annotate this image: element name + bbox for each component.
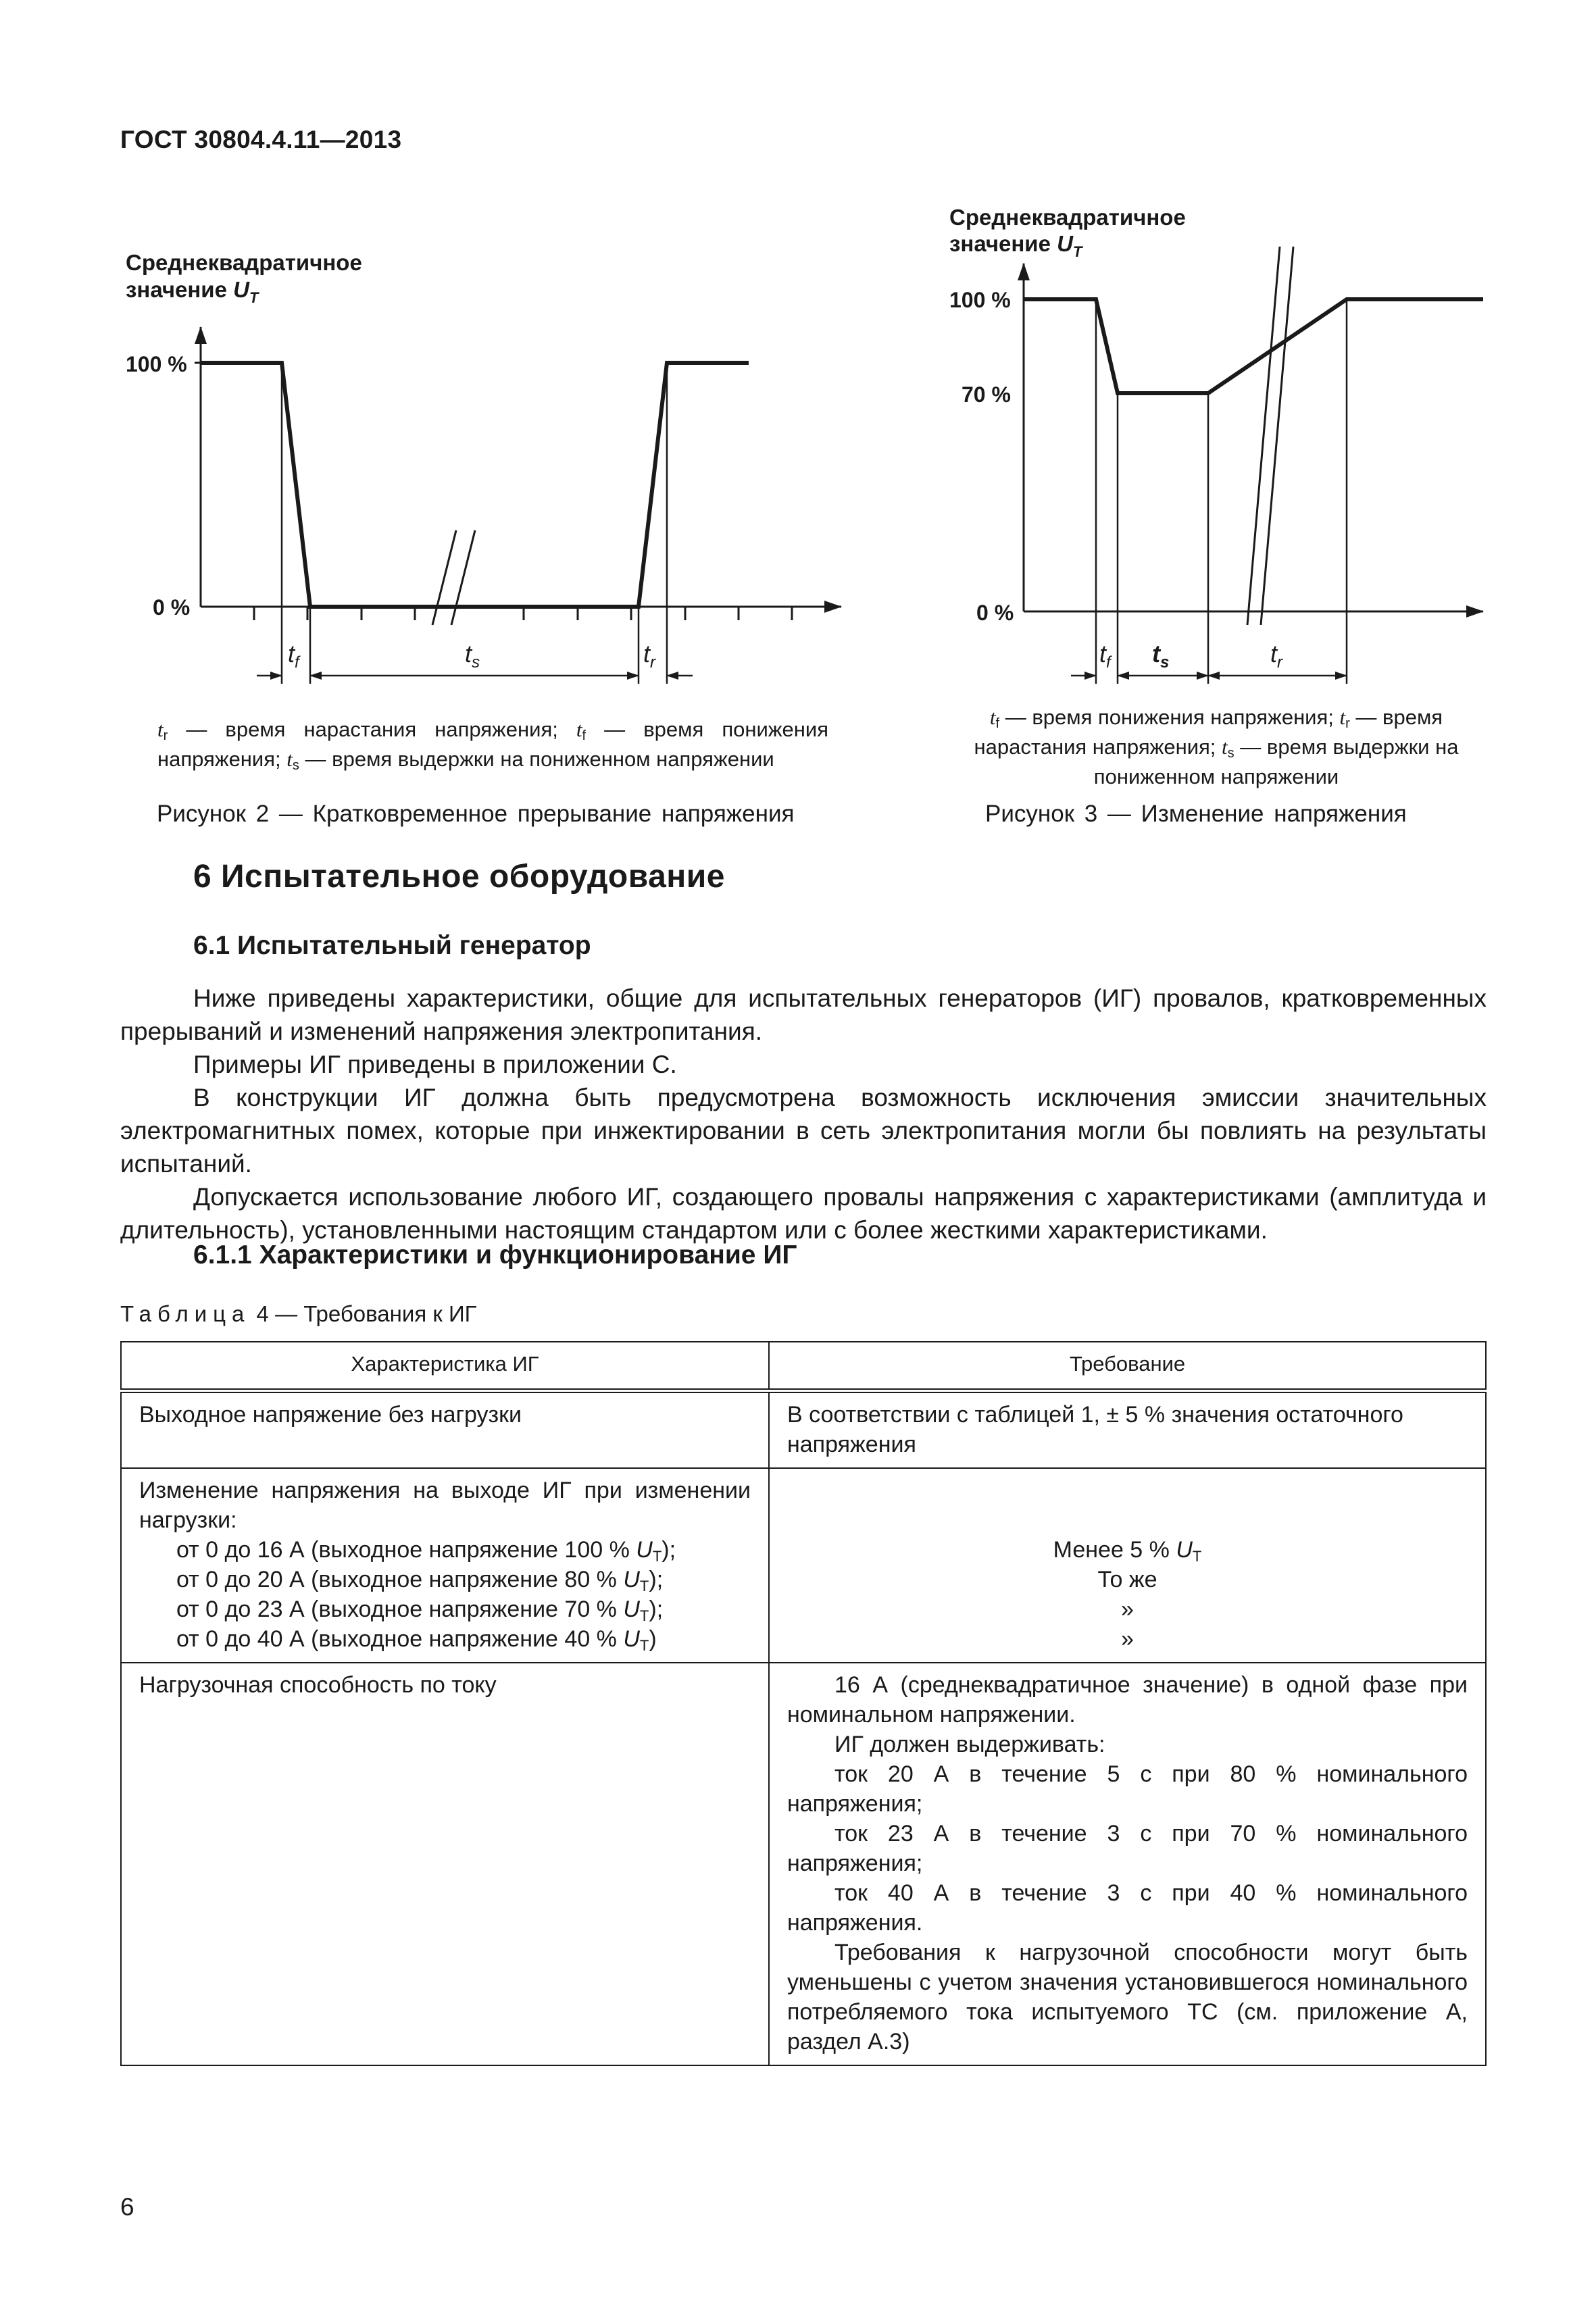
table-row: [121, 1391, 1486, 1469]
fig2-ylabel-line2: значение $U_T$: [126, 277, 259, 306]
fig2-label-ts: $t_s$: [465, 640, 480, 672]
table-4: [120, 1341, 1487, 2066]
fig2-label-tr: $t_r$: [643, 640, 656, 672]
figure-2-diagram: [0, 0, 878, 763]
list-item: от 0 до 16 А (выходное напряжение 100 % $U_T$);: [176, 1537, 676, 1565]
figure-3-diagram: [878, 0, 1596, 763]
table-cell: [769, 1468, 1486, 1663]
section-6-title: 6 Испытательное оборудование: [193, 859, 725, 895]
fig3-tick-100: 100 %: [949, 288, 1011, 312]
section-6-1-title: 6.1 Испытательный генератор: [193, 931, 591, 960]
list-item: от 0 до 23 А (выходное напряжение 70 % $U_T$);: [176, 1596, 664, 1624]
table-cell: Нагрузочная способность по току: [121, 1663, 769, 2065]
paragraph: Допускается использование любого ИГ, создающего провалы напряжения с характеристиками (амплитуда и длительность), установленными настоящим стандартом или с более жесткими характеристиками.: [120, 1183, 1487, 1244]
fig3-legend: $t_f$ — время понижения напряжения; $t_r$ — время нарастания напряжения; $t_s$ — время выдержки на пониженном напряжении: [974, 705, 1459, 788]
table-cell: Выходное напряжение без нагрузки: [121, 1391, 769, 1469]
load-change-list: [139, 1535, 751, 1654]
paragraph: 16 А (среднеквадратичное значение) в одной фазе при номинальном напряжении.: [787, 1672, 1468, 1728]
column-header-characteristic: Характеристика ИГ: [121, 1342, 769, 1391]
list-item: То же: [1097, 1567, 1157, 1592]
table-4-title: Таблица 4 — Требования к ИГ: [120, 1301, 477, 1326]
table-row: [121, 1663, 1486, 2065]
fig2-label-tf: $t_f$: [288, 640, 299, 672]
fig2-tick-100: 100 %: [126, 352, 187, 376]
table-cell: [769, 1663, 1486, 2065]
fig3-label-tr: $t_r$: [1270, 640, 1283, 672]
table-cell: [121, 1468, 769, 1663]
paragraph: ток 40 А в течение 3 с при 40 % номинального напряжения.: [787, 1880, 1468, 1936]
paragraph: В конструкции ИГ должна быть предусмотрена возможность исключения эмиссии значительных электромагнитных помех, которые при инжектировании в сеть электропитания могли бы повлиять на результаты испытаний.: [120, 1084, 1487, 1178]
column-header-requirement: Требование: [769, 1342, 1486, 1391]
document-header: ГОСТ 30804.4.11—2013: [120, 126, 402, 153]
fig3-guide-lines: [1096, 299, 1347, 684]
fig3-label-tf: $t_f$: [1099, 640, 1111, 672]
paragraph: Требования к нагрузочной способности могут быть уменьшены с учетом значения установившегося номинального потребляемого тока испытуемого ТС (см. приложение А, раздел А.3): [787, 1940, 1468, 2055]
paragraph: Ниже приведены характеристики, общие для испытательных генераторов (ИГ) провалов, кратковременных прерываний и изменений напряжения электропитания.: [120, 984, 1487, 1045]
list-item: от 0 до 40 А (выходное напряжение 40 % $U_T$): [176, 1626, 657, 1654]
paragraph: ток 23 А в течение 3 с при 70 % номинального напряжения;: [787, 1821, 1468, 1876]
fig3-ylabel-line2: значение $U_T$: [949, 231, 1082, 260]
table-row: [121, 1468, 1486, 1663]
fig3-tick-0: 0 %: [976, 601, 1014, 625]
fig2-ylabel-line1: Среднеквадратичное: [126, 250, 362, 275]
section-6-1-1-title: 6.1.1 Характеристики и функционирование ИГ: [193, 1240, 797, 1269]
fig2-tick-0: 0 %: [153, 595, 191, 620]
list-item: »: [1121, 1596, 1134, 1622]
cell-intro-text: Изменение напряжения на выходе ИГ при изменении нагрузки:: [139, 1478, 751, 1533]
page-number: 6: [120, 2193, 134, 2221]
fig2-legend: $t_r$ — время нарастания напряжения; $t_f$ — время понижения напряжения; $t_s$ — время выдержки на пониженном напряжении: [157, 718, 828, 773]
section-6-1-body: [120, 982, 1487, 1247]
paragraph: Примеры ИГ приведены в приложении С.: [193, 1051, 677, 1078]
fig3-caption: Рисунок 3 — Изменение напряжения: [985, 801, 1407, 827]
list-item: Менее 5 % $U_T$: [1053, 1537, 1202, 1565]
fig3-axis-break: [1247, 247, 1293, 625]
fig2-caption: Рисунок 2 — Кратковременное прерывание напряжения: [157, 801, 795, 827]
list-item: »: [1121, 1626, 1134, 1652]
table-cell: В соответствии с таблицей 1, ± 5 % значения остаточного напряжения: [769, 1391, 1486, 1469]
fig2-axis-break: [432, 530, 475, 625]
table-header-row: [121, 1342, 1486, 1391]
fig3-ylabel-line1: Среднеквадратичное: [949, 205, 1186, 230]
paragraph: ИГ должен выдерживать:: [834, 1732, 1105, 1757]
fig3-tick-70: 70 %: [962, 382, 1011, 407]
fig3-waveform: [1024, 299, 1483, 393]
fig2-guide-lines: [282, 363, 667, 684]
fig3-label-ts: $t_s$: [1152, 640, 1170, 672]
list-item: от 0 до 20 А (выходное напряжение 80 % $U_T$);: [176, 1567, 664, 1594]
paragraph: ток 20 А в течение 5 с при 80 % номинального напряжения;: [787, 1761, 1468, 1817]
